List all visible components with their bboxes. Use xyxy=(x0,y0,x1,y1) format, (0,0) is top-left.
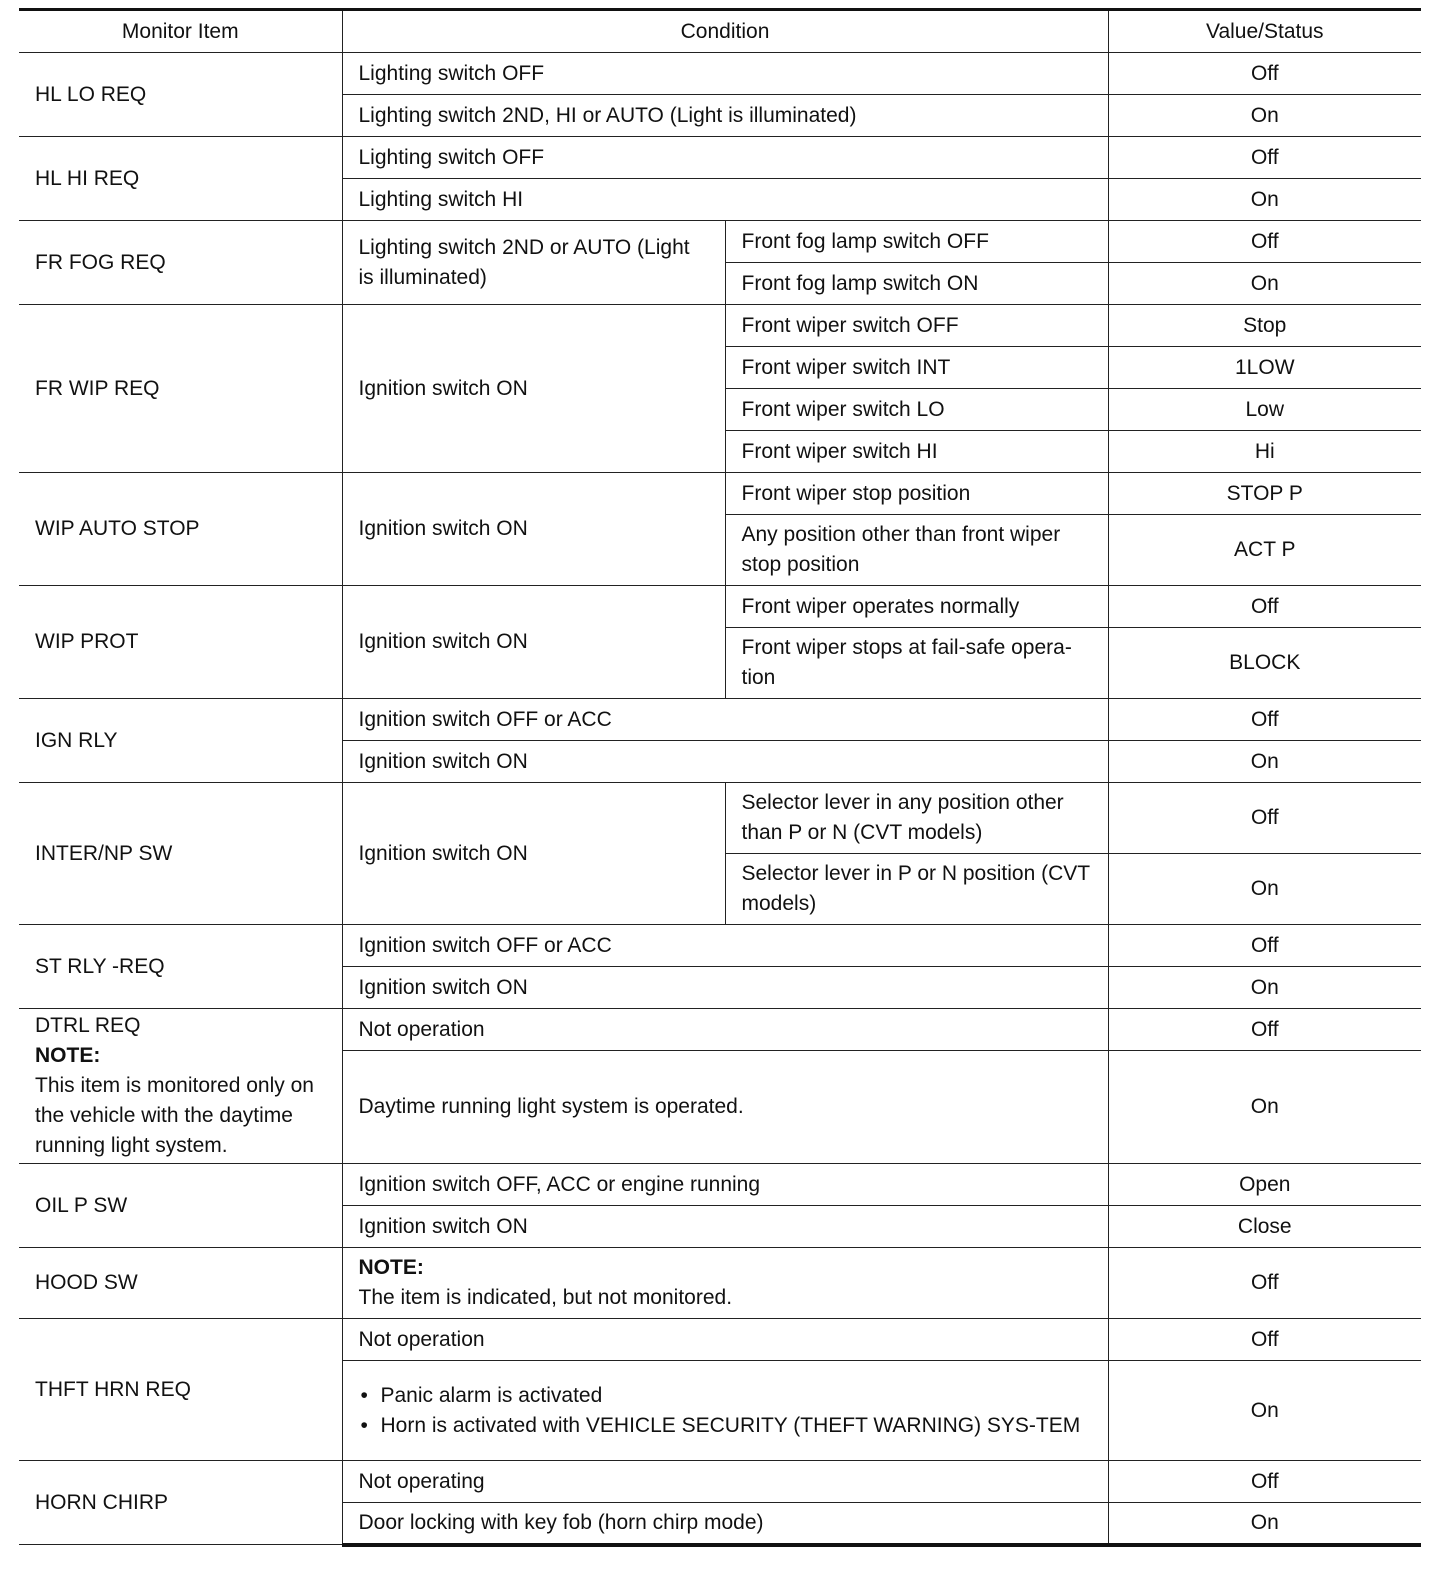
value-cell: Off xyxy=(1108,137,1421,179)
condition-cell: Ignition switch ON xyxy=(342,586,725,699)
monitor-item: HL LO REQ xyxy=(19,53,342,137)
value-cell: Off xyxy=(1108,1009,1421,1051)
monitor-item: THFT HRN REQ xyxy=(19,1319,342,1461)
monitor-item: HOOD SW xyxy=(19,1248,342,1319)
monitor-item: IGN RLY xyxy=(19,699,342,783)
condition-cell: Ignition switch OFF, ACC or engine running xyxy=(342,1164,1108,1206)
value-cell: On xyxy=(1108,741,1421,783)
condition-cell: Lighting switch OFF xyxy=(342,137,1108,179)
condition-note-cell xyxy=(342,1248,1108,1319)
value-cell: On xyxy=(1108,1361,1421,1461)
value-cell: On xyxy=(1108,854,1421,925)
note-text: The item is indicated, but not monitored. xyxy=(358,1286,733,1309)
value-cell: Off xyxy=(1108,1248,1421,1319)
table-row xyxy=(19,925,1421,967)
monitor-item: OIL P SW xyxy=(19,1164,342,1248)
table-row xyxy=(19,53,1421,95)
value-cell: BLOCK xyxy=(1108,628,1421,699)
condition-cell: Door locking with key fob (horn chirp mode) xyxy=(342,1503,1108,1545)
condition-cell: Lighting switch 2ND or AUTO (Light is illuminated) xyxy=(342,221,725,305)
condition-cell: Ignition switch ON xyxy=(342,473,725,586)
value-cell: STOP P xyxy=(1108,473,1421,515)
sub-condition-cell: Selector lever in any position other than P or N (CVT models) xyxy=(725,783,1108,854)
table-row xyxy=(19,1164,1421,1206)
monitor-item: FR FOG REQ xyxy=(19,221,342,305)
condition-cell: Ignition switch OFF or ACC xyxy=(342,925,1108,967)
value-cell: Hi xyxy=(1108,431,1421,473)
value-cell: Off xyxy=(1108,53,1421,95)
header-monitor-item: Monitor Item xyxy=(19,10,342,53)
list-item: • Panic alarm is activated xyxy=(359,1381,1092,1411)
table-row xyxy=(19,1248,1421,1319)
condition-cell: Lighting switch OFF xyxy=(342,53,1108,95)
monitor-item: WIP PROT xyxy=(19,586,342,699)
value-cell: Off xyxy=(1108,699,1421,741)
sub-condition-cell: Front fog lamp switch OFF xyxy=(725,221,1108,263)
sub-condition-cell: Front wiper stops at fail-safe opera-tion xyxy=(725,628,1108,699)
sub-condition-cell: Front wiper switch LO xyxy=(725,389,1108,431)
condition-cell: Not operating xyxy=(342,1461,1108,1503)
sub-condition-cell: Front fog lamp switch ON xyxy=(725,263,1108,305)
monitor-item-with-note xyxy=(19,1009,342,1164)
condition-bullet-list xyxy=(359,1381,1092,1441)
value-cell: Off xyxy=(1108,586,1421,628)
sub-condition-cell: Front wiper switch OFF xyxy=(725,305,1108,347)
table-row xyxy=(19,1009,1421,1051)
condition-cell: Daytime running light system is operated. xyxy=(342,1051,1108,1164)
table-row xyxy=(19,221,1421,263)
value-cell: Off xyxy=(1108,783,1421,854)
value-cell: 1LOW xyxy=(1108,347,1421,389)
table-row xyxy=(19,699,1421,741)
sub-condition-cell: Front wiper switch INT xyxy=(725,347,1108,389)
monitor-item: HL HI REQ xyxy=(19,137,342,221)
condition-cell: Ignition switch OFF or ACC xyxy=(342,699,1108,741)
note-text: This item is monitored only on the vehicle with the daytime running light system. xyxy=(35,1074,314,1157)
table-row xyxy=(19,473,1421,515)
condition-cell: Not operation xyxy=(342,1319,1108,1361)
condition-cell: Lighting switch 2ND, HI or AUTO (Light is illuminated) xyxy=(342,95,1108,137)
sub-condition-cell: Front wiper stop position xyxy=(725,473,1108,515)
header-condition: Condition xyxy=(342,10,1108,53)
sub-condition-cell: Front wiper switch HI xyxy=(725,431,1108,473)
list-item: • Horn is activated with VEHICLE SECURITY (THEFT WARNING) SYS-TEM xyxy=(359,1411,1092,1441)
monitor-item: ST RLY -REQ xyxy=(19,925,342,1009)
table-row xyxy=(19,783,1421,854)
table-header-row xyxy=(19,10,1421,53)
value-cell: On xyxy=(1108,1503,1421,1545)
value-cell: On xyxy=(1108,179,1421,221)
monitor-table xyxy=(19,8,1421,1547)
table-row xyxy=(19,1319,1421,1361)
condition-cell: Ignition switch ON xyxy=(342,1206,1108,1248)
header-value-status: Value/Status xyxy=(1108,10,1421,53)
condition-cell: Ignition switch ON xyxy=(342,305,725,473)
monitor-item: INTER/NP SW xyxy=(19,783,342,925)
table-row xyxy=(19,586,1421,628)
condition-cell: Ignition switch ON xyxy=(342,783,725,925)
table-row xyxy=(19,305,1421,347)
note-label: NOTE: xyxy=(358,1256,424,1279)
sub-condition-cell: Front wiper operates normally xyxy=(725,586,1108,628)
value-cell: Low xyxy=(1108,389,1421,431)
value-cell: Close xyxy=(1108,1206,1421,1248)
value-cell: On xyxy=(1108,95,1421,137)
table-row xyxy=(19,1461,1421,1503)
value-cell: Off xyxy=(1108,221,1421,263)
value-cell: Off xyxy=(1108,1461,1421,1503)
value-cell: ACT P xyxy=(1108,515,1421,586)
sub-condition-cell: Any position other than front wiper stop position xyxy=(725,515,1108,586)
condition-cell: Ignition switch ON xyxy=(342,741,1108,783)
value-cell: Off xyxy=(1108,1319,1421,1361)
condition-bullets-cell xyxy=(342,1361,1108,1461)
monitor-item: WIP AUTO STOP xyxy=(19,473,342,586)
value-cell: Off xyxy=(1108,925,1421,967)
condition-cell: Not operation xyxy=(342,1009,1108,1051)
sub-condition-cell: Selector lever in P or N position (CVT models) xyxy=(725,854,1108,925)
table-row xyxy=(19,137,1421,179)
value-cell: On xyxy=(1108,967,1421,1009)
condition-cell: Ignition switch ON xyxy=(342,967,1108,1009)
value-cell: Open xyxy=(1108,1164,1421,1206)
monitor-item-name: DTRL REQ xyxy=(35,1014,141,1037)
condition-cell: Lighting switch HI xyxy=(342,179,1108,221)
note-label: NOTE: xyxy=(35,1044,101,1067)
monitor-item: FR WIP REQ xyxy=(19,305,342,473)
value-cell: On xyxy=(1108,1051,1421,1164)
value-cell: On xyxy=(1108,263,1421,305)
value-cell: Stop xyxy=(1108,305,1421,347)
monitor-item: HORN CHIRP xyxy=(19,1461,342,1545)
